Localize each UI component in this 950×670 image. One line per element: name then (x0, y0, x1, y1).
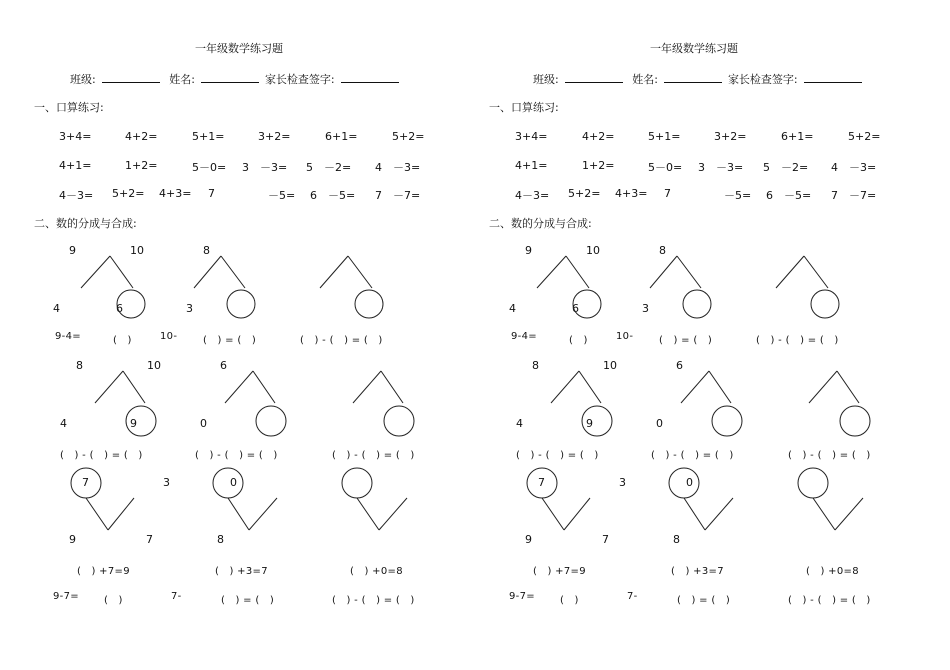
tree-number: 8 (76, 359, 83, 372)
tree-number: 3 (619, 476, 626, 489)
merge-tree-diagram (200, 462, 300, 542)
calc-item: 1+2= (582, 159, 615, 172)
calc-item: 4 －3= (375, 161, 421, 174)
tree-number: 9 (525, 244, 532, 257)
tree-number: 10 (147, 359, 161, 372)
calc-item: 4－3= (515, 189, 550, 202)
calc-item: 1+2= (125, 159, 158, 172)
tree-number: 7 (538, 476, 545, 489)
calc-item: 3+4= (59, 130, 92, 143)
tree-number: 6 (220, 359, 227, 372)
calc-item: 5－0= (648, 161, 683, 174)
answer-blank[interactable]: ( ) = ( ) (659, 335, 713, 346)
answer-blank[interactable]: ( ) = ( ) (221, 595, 275, 606)
calc-item: 5+2= (112, 187, 145, 200)
class-field[interactable] (565, 71, 623, 83)
calc-item: 3 －3= (242, 161, 288, 174)
info-line (70, 71, 405, 87)
tree-number: 4 (516, 417, 523, 430)
calc-item: 6 －5= (310, 189, 356, 202)
tree-number: 4 (509, 302, 516, 315)
answer-blank[interactable]: ( ) +0=8 (806, 566, 859, 577)
parent-sign-label: 家长检查签字: (727, 73, 798, 86)
calc-item: 4+3= (159, 187, 192, 200)
tree-number: 8 (203, 244, 210, 257)
calc-item: 3+2= (714, 130, 747, 143)
answer-blank[interactable]: ( ) - ( ) = ( ) (195, 450, 278, 461)
calc-item: 4 －3= (831, 161, 877, 174)
split-tree-diagram (541, 365, 631, 445)
name-label: 姓名: (632, 73, 658, 86)
section1-heading: 一、口算练习: (34, 101, 104, 114)
answer-blank[interactable]: ( ) +7=9 (77, 566, 130, 577)
calc-item: 6 －5= (766, 189, 812, 202)
parent-sign-field[interactable] (341, 71, 399, 83)
answer-blank[interactable]: ( ) - ( ) = ( ) (300, 335, 383, 346)
merge-tree-diagram (60, 462, 160, 542)
tree-number: 6 (116, 302, 123, 315)
answer-blank[interactable]: ( ) - ( ) = ( ) (332, 450, 415, 461)
calc-item: 5+1= (192, 130, 225, 143)
merge-tree-diagram (783, 462, 883, 542)
answer-blank[interactable]: ( ) - ( ) = ( ) (651, 450, 734, 461)
name-field[interactable] (201, 71, 259, 83)
equation: 9-7= (509, 591, 535, 602)
calc-item: 4+1= (515, 159, 548, 172)
name-label: 姓名: (169, 73, 195, 86)
equation: 9-7= (53, 591, 79, 602)
answer-blank[interactable]: ( ) = ( ) (203, 335, 257, 346)
split-tree-diagram (671, 365, 761, 445)
split-tree-diagram (343, 365, 433, 445)
page-title: 一年级数学练习题 (650, 42, 738, 55)
section1-heading: 一、口算练习: (489, 101, 559, 114)
answer-blank[interactable]: ( ) = ( ) (677, 595, 731, 606)
calc-item: 6+1= (325, 130, 358, 143)
tree-number: 10 (586, 244, 600, 257)
split-tree-diagram (70, 250, 160, 330)
split-tree-diagram (85, 365, 175, 445)
section2-heading: 二、数的分成与合成: (34, 217, 137, 230)
merge-tree-diagram (327, 462, 427, 542)
tree-number: 6 (676, 359, 683, 372)
calc-item: 4+2= (582, 130, 615, 143)
answer-blank[interactable]: ( ) (569, 335, 588, 346)
answer-blank[interactable]: ( ) +3=7 (215, 566, 268, 577)
tree-number: 8 (659, 244, 666, 257)
tree-number: 10 (603, 359, 617, 372)
split-tree-diagram (799, 365, 889, 445)
answer-blank[interactable]: ( ) (113, 335, 132, 346)
equation: 7- (171, 591, 182, 602)
class-label: 班级: (533, 73, 559, 86)
split-tree-diagram (215, 365, 305, 445)
answer-blank[interactable]: ( ) +0=8 (350, 566, 403, 577)
calc-item: 7 (208, 187, 215, 200)
calc-item: 5 －2= (306, 161, 352, 174)
calc-item: 4+2= (125, 130, 158, 143)
tree-number: 8 (217, 533, 224, 546)
calc-item: 4+1= (59, 159, 92, 172)
equation: 9-4= (511, 331, 537, 342)
calc-item: 7 －7= (375, 189, 421, 202)
class-field[interactable] (102, 71, 160, 83)
tree-number: 9 (130, 417, 137, 430)
split-tree-diagram (641, 250, 731, 330)
worksheet-right (455, 0, 930, 670)
info-line (533, 71, 868, 87)
tree-number: 0 (200, 417, 207, 430)
tree-number: 9 (69, 244, 76, 257)
calc-item: 5+2= (392, 130, 425, 143)
equation: 9-4= (55, 331, 81, 342)
calc-item: 7 (664, 187, 671, 200)
answer-blank[interactable]: ( ) +3=7 (671, 566, 724, 577)
split-tree-diagram (526, 250, 616, 330)
tree-number: 6 (572, 302, 579, 315)
tree-number: 4 (60, 417, 67, 430)
parent-sign-field[interactable] (804, 71, 862, 83)
calc-item: 5－0= (192, 161, 227, 174)
calc-item: 5+1= (648, 130, 681, 143)
answer-blank[interactable]: ( ) (560, 595, 579, 606)
calc-item: －5= (268, 189, 296, 202)
tree-number: 4 (53, 302, 60, 315)
calc-item: －5= (724, 189, 752, 202)
class-label: 班级: (70, 73, 96, 86)
tree-number: 7 (82, 476, 89, 489)
tree-number: 7 (146, 533, 153, 546)
tree-number: 9 (525, 533, 532, 546)
tree-number: 9 (586, 417, 593, 430)
calc-item: 3+4= (515, 130, 548, 143)
tree-number: 3 (163, 476, 170, 489)
tree-number: 3 (642, 302, 649, 315)
calc-item: 3+2= (258, 130, 291, 143)
equation: 10- (616, 331, 634, 342)
tree-number: 3 (186, 302, 193, 315)
answer-blank[interactable]: ( ) +7=9 (533, 566, 586, 577)
calc-item: 4+3= (615, 187, 648, 200)
answer-blank[interactable]: ( ) - ( ) = ( ) (788, 595, 871, 606)
answer-blank[interactable]: ( ) (104, 595, 123, 606)
answer-blank[interactable]: ( ) - ( ) = ( ) (516, 450, 599, 461)
answer-blank[interactable]: ( ) - ( ) = ( ) (756, 335, 839, 346)
split-tree-diagram (768, 250, 858, 330)
tree-number: 0 (656, 417, 663, 430)
split-tree-diagram (312, 250, 402, 330)
tree-number: 0 (230, 476, 237, 489)
name-field[interactable] (664, 71, 722, 83)
calc-item: 3 －3= (698, 161, 744, 174)
calc-item: 5+2= (848, 130, 881, 143)
equation: 7- (627, 591, 638, 602)
tree-number: 7 (602, 533, 609, 546)
page-title: 一年级数学练习题 (195, 42, 283, 55)
answer-blank[interactable]: ( ) - ( ) = ( ) (60, 450, 143, 461)
calc-item: 7 －7= (831, 189, 877, 202)
equation: 10- (160, 331, 178, 342)
calc-item: 5 －2= (763, 161, 809, 174)
answer-blank[interactable]: ( ) - ( ) = ( ) (332, 595, 415, 606)
calc-item: 4－3= (59, 189, 94, 202)
tree-number: 9 (69, 533, 76, 546)
answer-blank[interactable]: ( ) - ( ) = ( ) (788, 450, 871, 461)
tree-number: 8 (673, 533, 680, 546)
calc-item: 5+2= (568, 187, 601, 200)
calc-item: 6+1= (781, 130, 814, 143)
tree-number: 0 (686, 476, 693, 489)
parent-sign-label: 家长检查签字: (264, 73, 335, 86)
section2-heading: 二、数的分成与合成: (489, 217, 592, 230)
merge-tree-diagram (516, 462, 616, 542)
tree-number: 8 (532, 359, 539, 372)
split-tree-diagram (185, 250, 275, 330)
merge-tree-diagram (656, 462, 756, 542)
tree-number: 10 (130, 244, 144, 257)
